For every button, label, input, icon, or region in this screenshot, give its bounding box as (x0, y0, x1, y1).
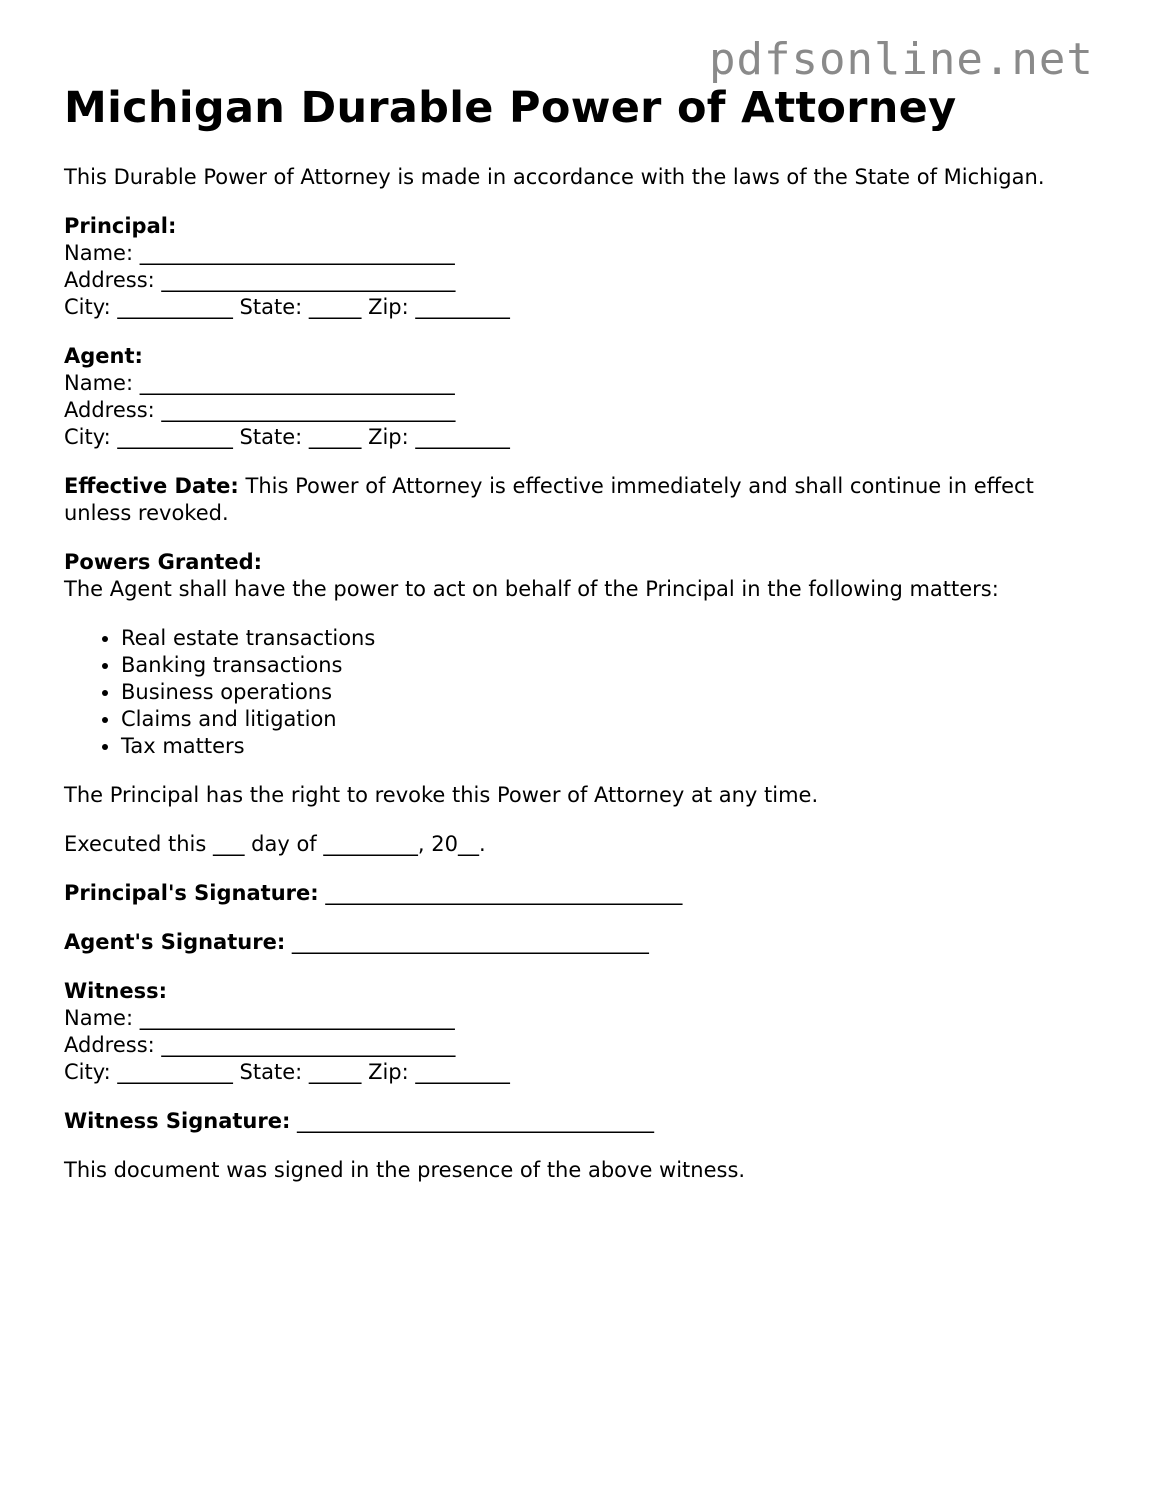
list-item: • Real estate transactions (121, 625, 1104, 652)
principal-name-field[interactable]: Name: ______________________________ (64, 241, 455, 265)
principal-city-state-zip-field[interactable]: City: ___________ State: _____ Zip: _________ (64, 295, 510, 319)
witness-address-field[interactable]: Address: ____________________________ (64, 1033, 456, 1057)
principal-signature-row (64, 880, 1104, 907)
witness-signature-row (64, 1108, 1104, 1135)
agent-heading: Agent: (64, 344, 143, 368)
principal-signature-field[interactable]: __________________________________ (318, 881, 683, 905)
agent-section (64, 343, 1104, 451)
effective-date-paragraph (64, 473, 1104, 527)
effective-date-text: This Power of Attorney is effective immediately and shall continue in effect unless revoked. (64, 474, 1034, 525)
agent-signature-row (64, 929, 1104, 956)
executed-date-field[interactable]: Executed this ___ day of _________, 20__. (64, 832, 486, 856)
document (64, 80, 1104, 1184)
agent-city-state-zip-field[interactable]: City: ___________ State: _____ Zip: _________ (64, 425, 510, 449)
principal-section (64, 213, 1104, 321)
revoke-paragraph: The Principal has the right to revoke this Power of Attorney at any time. (64, 783, 819, 807)
list-item: • Business operations (121, 679, 1104, 706)
list-item: • Banking transactions (121, 652, 1104, 679)
principal-signature-label: Principal's Signature: (64, 881, 319, 905)
list-item: • Tax matters (121, 733, 1104, 760)
closing-paragraph: This document was signed in the presence of the above witness. (64, 1158, 746, 1182)
intro-paragraph: This Durable Power of Attorney is made in accordance with the laws of the State of Michigan. (64, 165, 1045, 189)
witness-signature-field[interactable]: __________________________________ (290, 1109, 655, 1133)
effective-date-label: Effective Date: (64, 474, 239, 498)
witness-signature-label: Witness Signature: (64, 1109, 291, 1133)
list-item: • Claims and litigation (121, 706, 1104, 733)
witness-heading: Witness: (64, 979, 167, 1003)
principal-heading: Principal: (64, 214, 177, 238)
witness-section (64, 978, 1104, 1086)
powers-list (64, 625, 1104, 760)
agent-signature-field[interactable]: __________________________________ (285, 930, 649, 954)
powers-text: The Agent shall have the power to act on behalf of the Principal in the following matters: (64, 577, 999, 601)
principal-address-field[interactable]: Address: ____________________________ (64, 268, 456, 292)
witness-name-field[interactable]: Name: ______________________________ (64, 1006, 455, 1030)
page-title: Michigan Durable Power of Attorney (64, 83, 957, 133)
watermark: pdfsonline.net (709, 34, 1094, 85)
agent-name-field[interactable]: Name: ______________________________ (64, 371, 455, 395)
powers-heading: Powers Granted: (64, 550, 263, 574)
agent-signature-label: Agent's Signature: (64, 930, 286, 954)
witness-city-state-zip-field[interactable]: City: ___________ State: _____ Zip: _________ (64, 1060, 510, 1084)
powers-section (64, 549, 1104, 760)
agent-address-field[interactable]: Address: ____________________________ (64, 398, 456, 422)
